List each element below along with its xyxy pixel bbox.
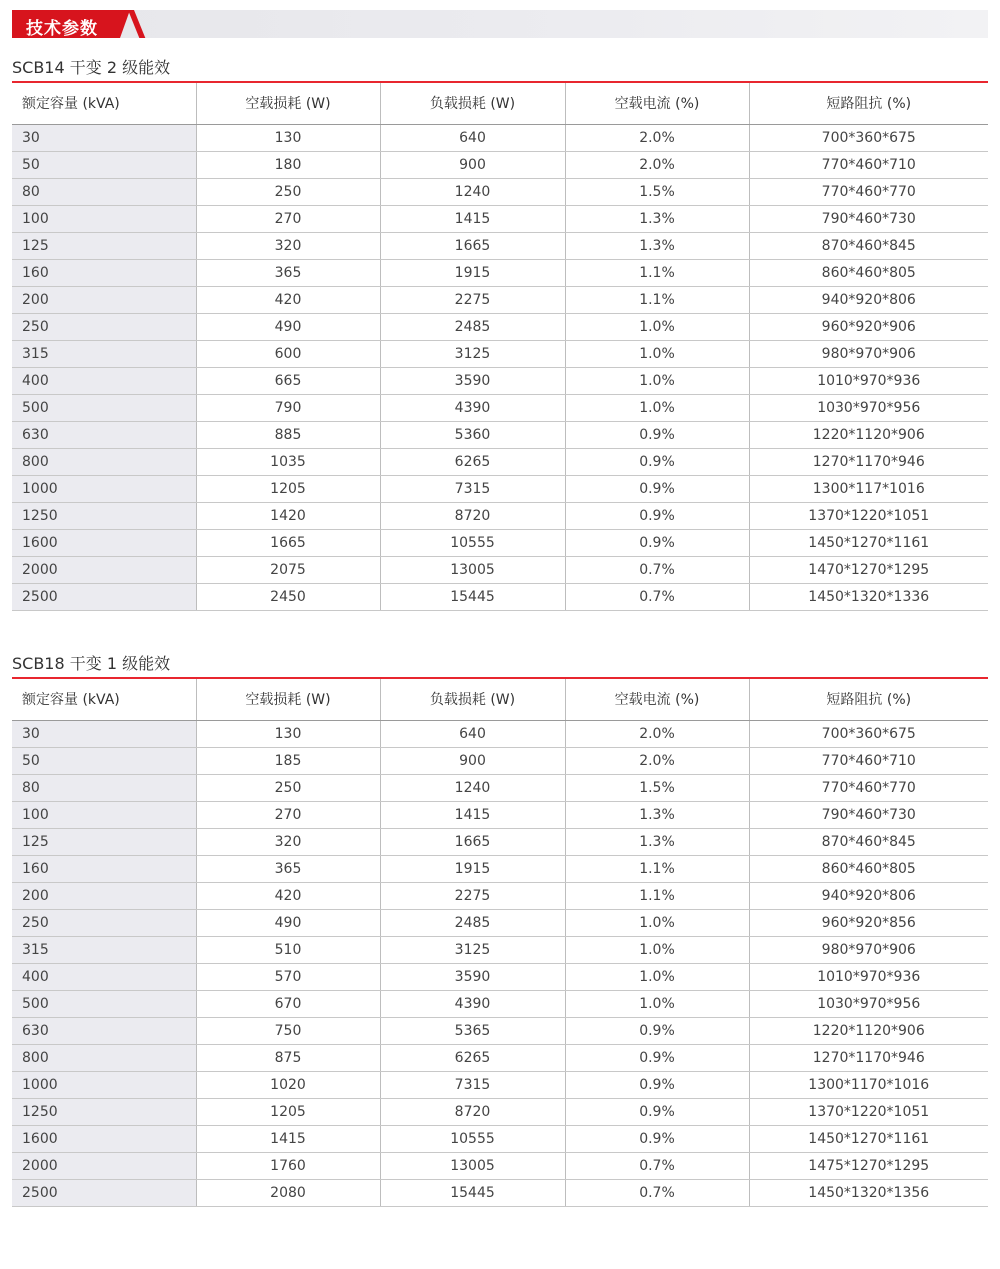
cell-no-load-current: 2.0%: [565, 151, 749, 178]
cell-short-circuit-impedance: 770*460*710: [749, 747, 988, 774]
table-row: [12, 1098, 988, 1125]
table-row: [12, 367, 988, 394]
table-row: [12, 556, 988, 583]
cell-no-load-current: 1.0%: [565, 909, 749, 936]
spec-table-scb14: [12, 81, 988, 611]
cell-no-load-current: 0.9%: [565, 448, 749, 475]
table-row: [12, 448, 988, 475]
cell-rated-capacity: 250: [12, 313, 196, 340]
cell-no-load-current: 0.7%: [565, 1152, 749, 1179]
cell-rated-capacity: 200: [12, 286, 196, 313]
cell-short-circuit-impedance: 1470*1270*1295: [749, 556, 988, 583]
cell-rated-capacity: 50: [12, 747, 196, 774]
cell-no-load-current: 1.0%: [565, 367, 749, 394]
cell-no-load-loss: 510: [196, 936, 380, 963]
cell-load-loss: 1665: [380, 232, 565, 259]
cell-short-circuit-impedance: 770*460*770: [749, 178, 988, 205]
cell-rated-capacity: 315: [12, 340, 196, 367]
cell-no-load-current: 1.3%: [565, 801, 749, 828]
cell-short-circuit-impedance: 870*460*845: [749, 828, 988, 855]
cell-load-loss: 10555: [380, 1125, 565, 1152]
cell-rated-capacity: 630: [12, 421, 196, 448]
cell-no-load-loss: 320: [196, 232, 380, 259]
cell-load-loss: 1415: [380, 801, 565, 828]
table-row: [12, 232, 988, 259]
table-row: [12, 1044, 988, 1071]
cell-no-load-current: 1.1%: [565, 882, 749, 909]
cell-rated-capacity: 1600: [12, 1125, 196, 1152]
cell-no-load-loss: 570: [196, 963, 380, 990]
cell-short-circuit-impedance: 960*920*906: [749, 313, 988, 340]
table-row: [12, 124, 988, 151]
cell-rated-capacity: 80: [12, 178, 196, 205]
header-load-loss: 负载损耗 (W): [380, 678, 565, 720]
table-title: SCB18 干变 1 级能效: [12, 654, 171, 673]
section-banner: [12, 10, 988, 38]
cell-load-loss: 10555: [380, 529, 565, 556]
cell-no-load-loss: 750: [196, 1017, 380, 1044]
cell-rated-capacity: 2500: [12, 1179, 196, 1206]
cell-no-load-loss: 2450: [196, 583, 380, 610]
cell-short-circuit-impedance: 1010*970*936: [749, 963, 988, 990]
cell-no-load-current: 1.0%: [565, 340, 749, 367]
cell-no-load-loss: 1760: [196, 1152, 380, 1179]
cell-no-load-current: 0.9%: [565, 1125, 749, 1152]
cell-load-loss: 1415: [380, 205, 565, 232]
banner-title: 技术参数: [26, 19, 98, 39]
cell-rated-capacity: 100: [12, 801, 196, 828]
cell-no-load-loss: 600: [196, 340, 380, 367]
cell-no-load-current: 0.9%: [565, 529, 749, 556]
header-no-load-current: 空载电流 (%): [565, 678, 749, 720]
cell-short-circuit-impedance: 700*360*675: [749, 124, 988, 151]
table-row: [12, 990, 988, 1017]
cell-load-loss: 4390: [380, 394, 565, 421]
cell-no-load-loss: 2075: [196, 556, 380, 583]
cell-no-load-current: 1.0%: [565, 990, 749, 1017]
cell-no-load-current: 0.7%: [565, 1179, 749, 1206]
cell-no-load-current: 1.5%: [565, 178, 749, 205]
cell-no-load-current: 0.9%: [565, 475, 749, 502]
table-row: [12, 502, 988, 529]
cell-no-load-loss: 270: [196, 205, 380, 232]
table-row: [12, 421, 988, 448]
cell-rated-capacity: 1600: [12, 529, 196, 556]
cell-no-load-loss: 1035: [196, 448, 380, 475]
cell-no-load-loss: 665: [196, 367, 380, 394]
cell-no-load-loss: 1205: [196, 475, 380, 502]
cell-short-circuit-impedance: 1010*970*936: [749, 367, 988, 394]
cell-no-load-current: 0.7%: [565, 583, 749, 610]
cell-no-load-loss: 365: [196, 259, 380, 286]
banner-background: [12, 10, 988, 38]
cell-load-loss: 15445: [380, 583, 565, 610]
header-short-circuit-impedance: 短路阻抗 (%): [749, 678, 988, 720]
cell-rated-capacity: 1250: [12, 502, 196, 529]
cell-short-circuit-impedance: 790*460*730: [749, 801, 988, 828]
cell-load-loss: 1240: [380, 178, 565, 205]
cell-load-loss: 2485: [380, 909, 565, 936]
cell-short-circuit-impedance: 860*460*805: [749, 259, 988, 286]
cell-rated-capacity: 500: [12, 990, 196, 1017]
cell-short-circuit-impedance: 1030*970*956: [749, 394, 988, 421]
table-row: [12, 475, 988, 502]
cell-load-loss: 6265: [380, 448, 565, 475]
cell-no-load-loss: 490: [196, 909, 380, 936]
cell-no-load-current: 1.0%: [565, 936, 749, 963]
cell-rated-capacity: 2000: [12, 556, 196, 583]
table-body: [12, 124, 988, 610]
header-rated-capacity: 额定容量 (kVA): [12, 82, 196, 124]
cell-rated-capacity: 125: [12, 828, 196, 855]
cell-rated-capacity: 400: [12, 367, 196, 394]
spec-section-scb18: [12, 651, 988, 1207]
cell-no-load-current: 1.1%: [565, 855, 749, 882]
cell-load-loss: 900: [380, 151, 565, 178]
cell-no-load-current: 0.9%: [565, 1044, 749, 1071]
table-row: [12, 963, 988, 990]
table-row: [12, 151, 988, 178]
cell-rated-capacity: 30: [12, 124, 196, 151]
cell-short-circuit-impedance: 1270*1170*946: [749, 448, 988, 475]
cell-short-circuit-impedance: 980*970*906: [749, 936, 988, 963]
cell-short-circuit-impedance: 770*460*710: [749, 151, 988, 178]
table-row: [12, 340, 988, 367]
cell-rated-capacity: 125: [12, 232, 196, 259]
cell-short-circuit-impedance: 1220*1120*906: [749, 1017, 988, 1044]
cell-load-loss: 7315: [380, 475, 565, 502]
cell-no-load-loss: 250: [196, 774, 380, 801]
cell-no-load-current: 1.0%: [565, 963, 749, 990]
cell-load-loss: 13005: [380, 556, 565, 583]
cell-rated-capacity: 160: [12, 855, 196, 882]
cell-no-load-loss: 1020: [196, 1071, 380, 1098]
cell-load-loss: 2485: [380, 313, 565, 340]
cell-rated-capacity: 2500: [12, 583, 196, 610]
cell-rated-capacity: 630: [12, 1017, 196, 1044]
cell-no-load-current: 1.5%: [565, 774, 749, 801]
cell-load-loss: 3590: [380, 367, 565, 394]
table-row: [12, 394, 988, 421]
cell-no-load-loss: 1665: [196, 529, 380, 556]
spec-section-scb14: [12, 55, 988, 611]
cell-rated-capacity: 160: [12, 259, 196, 286]
cell-no-load-loss: 875: [196, 1044, 380, 1071]
banner-red-slant: [120, 10, 130, 38]
cell-no-load-loss: 420: [196, 286, 380, 313]
cell-rated-capacity: 30: [12, 720, 196, 747]
cell-load-loss: 5360: [380, 421, 565, 448]
cell-load-loss: 8720: [380, 1098, 565, 1125]
table-row: [12, 801, 988, 828]
cell-rated-capacity: 200: [12, 882, 196, 909]
cell-no-load-loss: 180: [196, 151, 380, 178]
table-row: [12, 583, 988, 610]
cell-short-circuit-impedance: 1300*1170*1016: [749, 1071, 988, 1098]
cell-no-load-current: 0.9%: [565, 421, 749, 448]
cell-no-load-loss: 270: [196, 801, 380, 828]
cell-load-loss: 1915: [380, 855, 565, 882]
cell-rated-capacity: 800: [12, 448, 196, 475]
table-row: [12, 313, 988, 340]
cell-no-load-loss: 790: [196, 394, 380, 421]
table-row: [12, 286, 988, 313]
header-no-load-current: 空载电流 (%): [565, 82, 749, 124]
table-row: [12, 909, 988, 936]
table-row: [12, 882, 988, 909]
cell-no-load-current: 1.0%: [565, 313, 749, 340]
cell-load-loss: 640: [380, 124, 565, 151]
cell-load-loss: 900: [380, 747, 565, 774]
table-row: [12, 747, 988, 774]
cell-no-load-current: 1.3%: [565, 205, 749, 232]
cell-short-circuit-impedance: 1300*117*1016: [749, 475, 988, 502]
table-row: [12, 855, 988, 882]
table-row: [12, 828, 988, 855]
header-load-loss: 负载损耗 (W): [380, 82, 565, 124]
cell-no-load-current: 1.0%: [565, 394, 749, 421]
cell-short-circuit-impedance: 1030*970*956: [749, 990, 988, 1017]
cell-short-circuit-impedance: 980*970*906: [749, 340, 988, 367]
cell-short-circuit-impedance: 860*460*805: [749, 855, 988, 882]
cell-no-load-loss: 490: [196, 313, 380, 340]
cell-load-loss: 1665: [380, 828, 565, 855]
header-no-load-loss: 空载损耗 (W): [196, 82, 380, 124]
cell-load-loss: 3590: [380, 963, 565, 990]
header-no-load-loss: 空载损耗 (W): [196, 678, 380, 720]
cell-rated-capacity: 2000: [12, 1152, 196, 1179]
cell-no-load-loss: 1420: [196, 502, 380, 529]
cell-no-load-loss: 320: [196, 828, 380, 855]
cell-no-load-current: 2.0%: [565, 124, 749, 151]
cell-rated-capacity: 80: [12, 774, 196, 801]
cell-load-loss: 13005: [380, 1152, 565, 1179]
header-short-circuit-impedance: 短路阻抗 (%): [749, 82, 988, 124]
cell-no-load-current: 0.9%: [565, 1098, 749, 1125]
cell-short-circuit-impedance: 1450*1270*1161: [749, 1125, 988, 1152]
cell-rated-capacity: 800: [12, 1044, 196, 1071]
cell-short-circuit-impedance: 700*360*675: [749, 720, 988, 747]
cell-no-load-loss: 420: [196, 882, 380, 909]
table-header-row: [12, 82, 988, 124]
cell-short-circuit-impedance: 1450*1320*1336: [749, 583, 988, 610]
cell-no-load-loss: 130: [196, 124, 380, 151]
table-row: [12, 720, 988, 747]
cell-load-loss: 2275: [380, 286, 565, 313]
cell-no-load-current: 2.0%: [565, 720, 749, 747]
cell-load-loss: 7315: [380, 1071, 565, 1098]
cell-load-loss: 1240: [380, 774, 565, 801]
table-row: [12, 1179, 988, 1206]
cell-short-circuit-impedance: 790*460*730: [749, 205, 988, 232]
cell-short-circuit-impedance: 770*460*770: [749, 774, 988, 801]
cell-load-loss: 2275: [380, 882, 565, 909]
cell-load-loss: 1915: [380, 259, 565, 286]
table-row: [12, 1017, 988, 1044]
cell-no-load-loss: 1415: [196, 1125, 380, 1152]
cell-no-load-loss: 670: [196, 990, 380, 1017]
table-row: [12, 1125, 988, 1152]
table-row: [12, 178, 988, 205]
cell-no-load-loss: 365: [196, 855, 380, 882]
cell-rated-capacity: 100: [12, 205, 196, 232]
cell-rated-capacity: 1250: [12, 1098, 196, 1125]
cell-short-circuit-impedance: 960*920*856: [749, 909, 988, 936]
cell-no-load-loss: 185: [196, 747, 380, 774]
cell-load-loss: 3125: [380, 340, 565, 367]
cell-rated-capacity: 1000: [12, 1071, 196, 1098]
cell-no-load-current: 0.9%: [565, 502, 749, 529]
cell-no-load-current: 1.3%: [565, 828, 749, 855]
table-row: [12, 1071, 988, 1098]
cell-no-load-loss: 2080: [196, 1179, 380, 1206]
cell-short-circuit-impedance: 1450*1320*1356: [749, 1179, 988, 1206]
cell-short-circuit-impedance: 870*460*845: [749, 232, 988, 259]
table-row: [12, 1152, 988, 1179]
cell-no-load-loss: 1205: [196, 1098, 380, 1125]
cell-no-load-current: 2.0%: [565, 747, 749, 774]
cell-no-load-current: 0.7%: [565, 556, 749, 583]
cell-short-circuit-impedance: 1450*1270*1161: [749, 529, 988, 556]
table-title: SCB14 干变 2 级能效: [12, 58, 171, 77]
cell-short-circuit-impedance: 940*920*806: [749, 286, 988, 313]
cell-no-load-current: 1.3%: [565, 232, 749, 259]
cell-load-loss: 3125: [380, 936, 565, 963]
cell-short-circuit-impedance: 1475*1270*1295: [749, 1152, 988, 1179]
cell-load-loss: 640: [380, 720, 565, 747]
table-row: [12, 205, 988, 232]
table-row: [12, 936, 988, 963]
cell-short-circuit-impedance: 1370*1220*1051: [749, 502, 988, 529]
cell-no-load-loss: 250: [196, 178, 380, 205]
cell-load-loss: 4390: [380, 990, 565, 1017]
table-row: [12, 529, 988, 556]
cell-load-loss: 6265: [380, 1044, 565, 1071]
cell-load-loss: 5365: [380, 1017, 565, 1044]
cell-rated-capacity: 50: [12, 151, 196, 178]
cell-no-load-loss: 130: [196, 720, 380, 747]
cell-no-load-current: 0.9%: [565, 1017, 749, 1044]
table-header-row: [12, 678, 988, 720]
cell-short-circuit-impedance: 1220*1120*906: [749, 421, 988, 448]
cell-short-circuit-impedance: 940*920*806: [749, 882, 988, 909]
cell-rated-capacity: 400: [12, 963, 196, 990]
table-row: [12, 259, 988, 286]
cell-no-load-current: 1.1%: [565, 259, 749, 286]
spec-table-scb18: [12, 677, 988, 1207]
cell-short-circuit-impedance: 1370*1220*1051: [749, 1098, 988, 1125]
cell-short-circuit-impedance: 1270*1170*946: [749, 1044, 988, 1071]
cell-rated-capacity: 250: [12, 909, 196, 936]
cell-no-load-current: 0.9%: [565, 1071, 749, 1098]
cell-rated-capacity: 500: [12, 394, 196, 421]
header-rated-capacity: 额定容量 (kVA): [12, 678, 196, 720]
cell-load-loss: 15445: [380, 1179, 565, 1206]
cell-rated-capacity: 315: [12, 936, 196, 963]
cell-load-loss: 8720: [380, 502, 565, 529]
table-body: [12, 720, 988, 1206]
cell-rated-capacity: 1000: [12, 475, 196, 502]
cell-no-load-current: 1.1%: [565, 286, 749, 313]
table-row: [12, 774, 988, 801]
cell-no-load-loss: 885: [196, 421, 380, 448]
